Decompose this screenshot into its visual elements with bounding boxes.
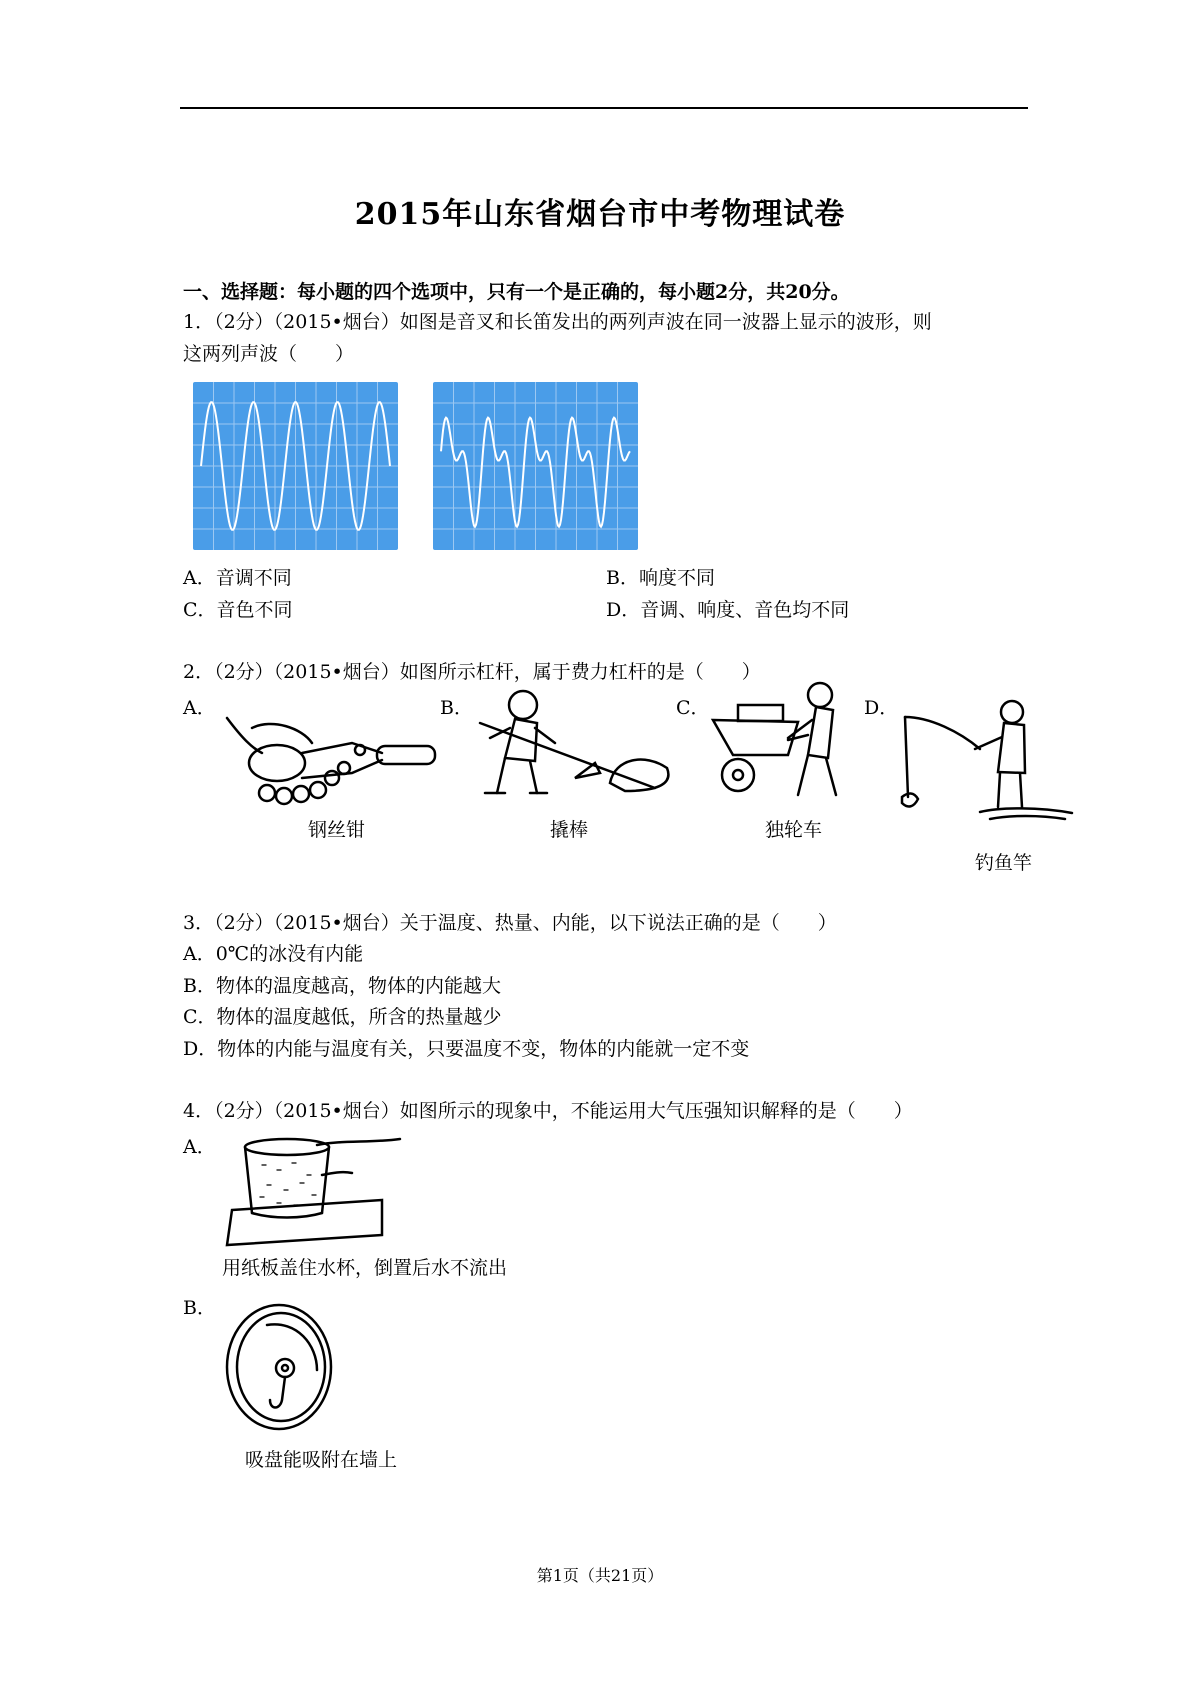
inverted-water-cup-image: [222, 1135, 402, 1250]
q4-letter-a: A．: [183, 1136, 216, 1158]
q2-letter-b: B．: [440, 697, 473, 719]
q2-caption-d: 钓鱼竿: [975, 852, 1033, 874]
pliers-image: [222, 698, 440, 818]
tuning-fork-waveform-image: [193, 382, 398, 550]
section-heading: 一、选择题：每小题的四个选项中，只有一个是正确的，每小题2分，共20分。: [183, 281, 850, 303]
q3-option-c: C．物体的温度越低，所含的热量越少: [183, 1006, 502, 1028]
q1-text-line1: 1．（2分）（2015•烟台）如图是音叉和长笛发出的两列声波在同一波器上显示的波形，则: [183, 311, 932, 333]
q2-letter-a: A．: [183, 697, 216, 719]
q2-caption-c: 独轮车: [765, 819, 823, 841]
q4-letter-b: B．: [183, 1297, 216, 1319]
q1-option-b: B．响度不同: [606, 567, 715, 589]
flute-waveform-image: [433, 382, 638, 550]
q2-caption-a: 钢丝钳: [308, 819, 366, 841]
wheelbarrow-image: [708, 680, 870, 810]
q4-caption-a: 用纸板盖住水杯，倒置后水不流出: [222, 1257, 508, 1279]
q3-option-b: B．物体的温度越高，物体的内能越大: [183, 975, 501, 997]
q1-option-a: A．音调不同: [183, 567, 292, 589]
q4-text: 4．（2分）（2015•烟台）如图所示的现象中，不能运用大气压强知识解释的是（ ）: [183, 1100, 913, 1122]
fishing-rod-image: [900, 697, 1075, 827]
q1-text-line2: 这两列声波（ ）: [183, 343, 355, 365]
page-footer: 第1页（共21页）: [536, 1566, 664, 1585]
q2-letter-c: C．: [676, 697, 710, 719]
q3-text: 3．（2分）（2015•烟台）关于温度、热量、内能，以下说法正确的是（ ）: [183, 912, 837, 934]
suction-cup-image: [222, 1300, 337, 1435]
q1-option-c: C．音色不同: [183, 599, 293, 621]
crowbar-image: [475, 683, 675, 808]
header-rule: [180, 107, 1028, 109]
q3-option-a: A．0℃的冰没有内能: [183, 943, 364, 965]
q2-letter-d: D．: [864, 697, 899, 719]
q2-caption-b: 撬棒: [550, 819, 589, 841]
q4-caption-b: 吸盘能吸附在墙上: [245, 1449, 398, 1471]
page-title: 2015年山东省烟台市中考物理试卷: [354, 197, 846, 232]
q1-option-d: D．音调、响度、音色均不同: [606, 599, 850, 621]
q3-option-d: D．物体的内能与温度有关，只要温度不变，物体的内能就一定不变: [183, 1038, 750, 1060]
q2-text: 2．（2分）（2015•烟台）如图所示杠杆，属于费力杠杆的是（ ）: [183, 661, 761, 683]
